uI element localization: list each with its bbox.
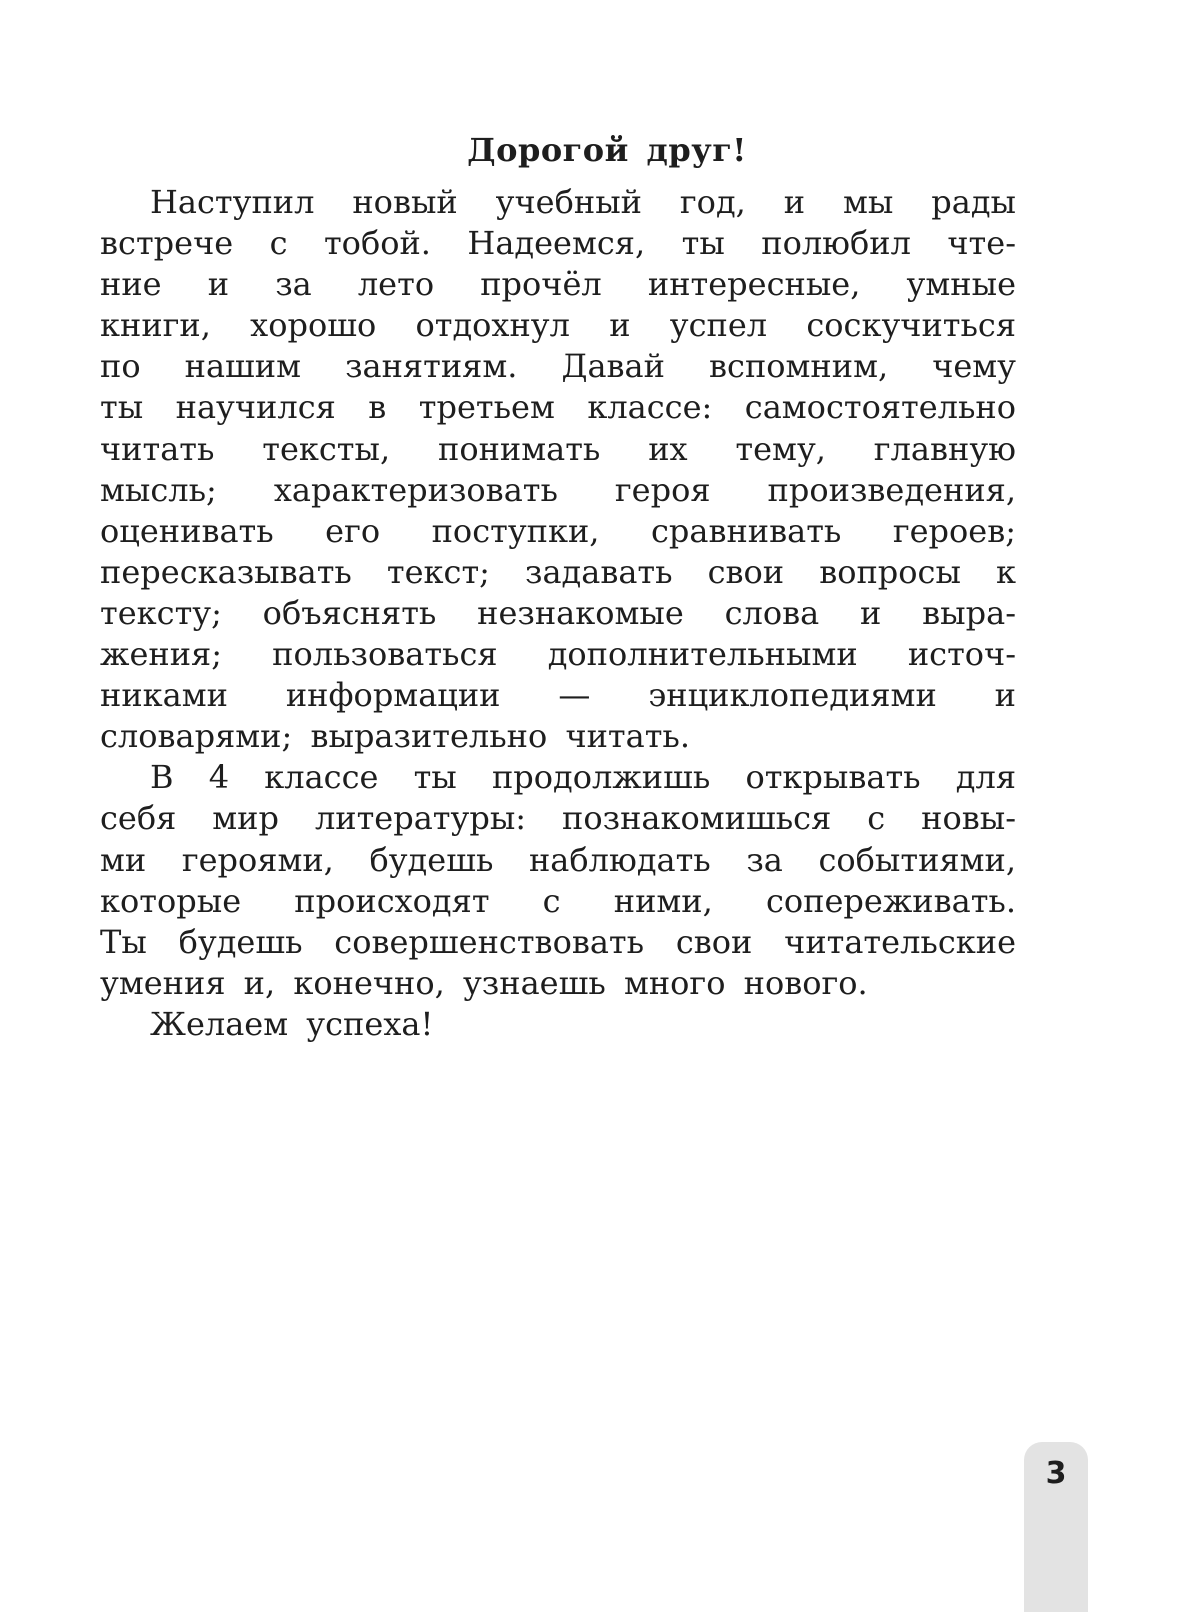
text-line: ние и за лето прочёл интересные, умные (100, 265, 1016, 304)
text-line: тексту; объяснять незнакомые слова и выра- (100, 593, 1016, 632)
text-line: жения; пользоваться дополнительными источ- (100, 635, 1016, 674)
text-line: умения и, конечно, узнаешь много нового. (100, 963, 868, 1002)
text-line: книги, хорошо отдохнул и успел соскучиться (100, 306, 1016, 345)
closing-line: Желаем успеха! (150, 1004, 434, 1043)
text-line: встрече с тобой. Надеемся, ты полюбил чте- (100, 224, 1016, 263)
paragraph (100, 757, 1016, 1004)
text-line: Наступил новый учебный год, и мы рады (150, 183, 1016, 221)
paragraph (100, 182, 1016, 757)
text-line: читать тексты, понимать их тему, главную (100, 429, 1016, 468)
text-line: словарями; выразительно читать. (100, 717, 690, 756)
text-line: Ты будешь совершенствовать свои читательские (100, 922, 1016, 961)
body-text (100, 182, 1016, 1045)
page-number: 3 (1045, 1456, 1067, 1491)
text-line: оценивать его поступки, сравнивать героев; (100, 511, 1016, 550)
text-line: В 4 классе ты продолжишь открывать для (150, 758, 1016, 797)
text-line: мысль; характеризовать героя произведения, (100, 470, 1016, 509)
text-line: ты научился в третьем классе: самостоятельно (100, 388, 1016, 427)
page-number-tab (1024, 1442, 1088, 1612)
text-line: которые происходят с ними, сопереживать. (100, 881, 1016, 920)
paragraph (100, 1004, 1016, 1045)
page-title: Дорогой друг! (467, 131, 747, 169)
text-line: себя мир литературы: познакомишься с новы- (100, 799, 1016, 838)
text-line: никами информации — энциклопедиями и (100, 676, 1016, 715)
text-line: ми героями, будешь наблюдать за событиями, (100, 840, 1016, 879)
text-line: пересказывать текст; задавать свои вопросы к (100, 552, 1016, 591)
text-line: по нашим занятиям. Давай вспомним, чему (100, 347, 1016, 386)
